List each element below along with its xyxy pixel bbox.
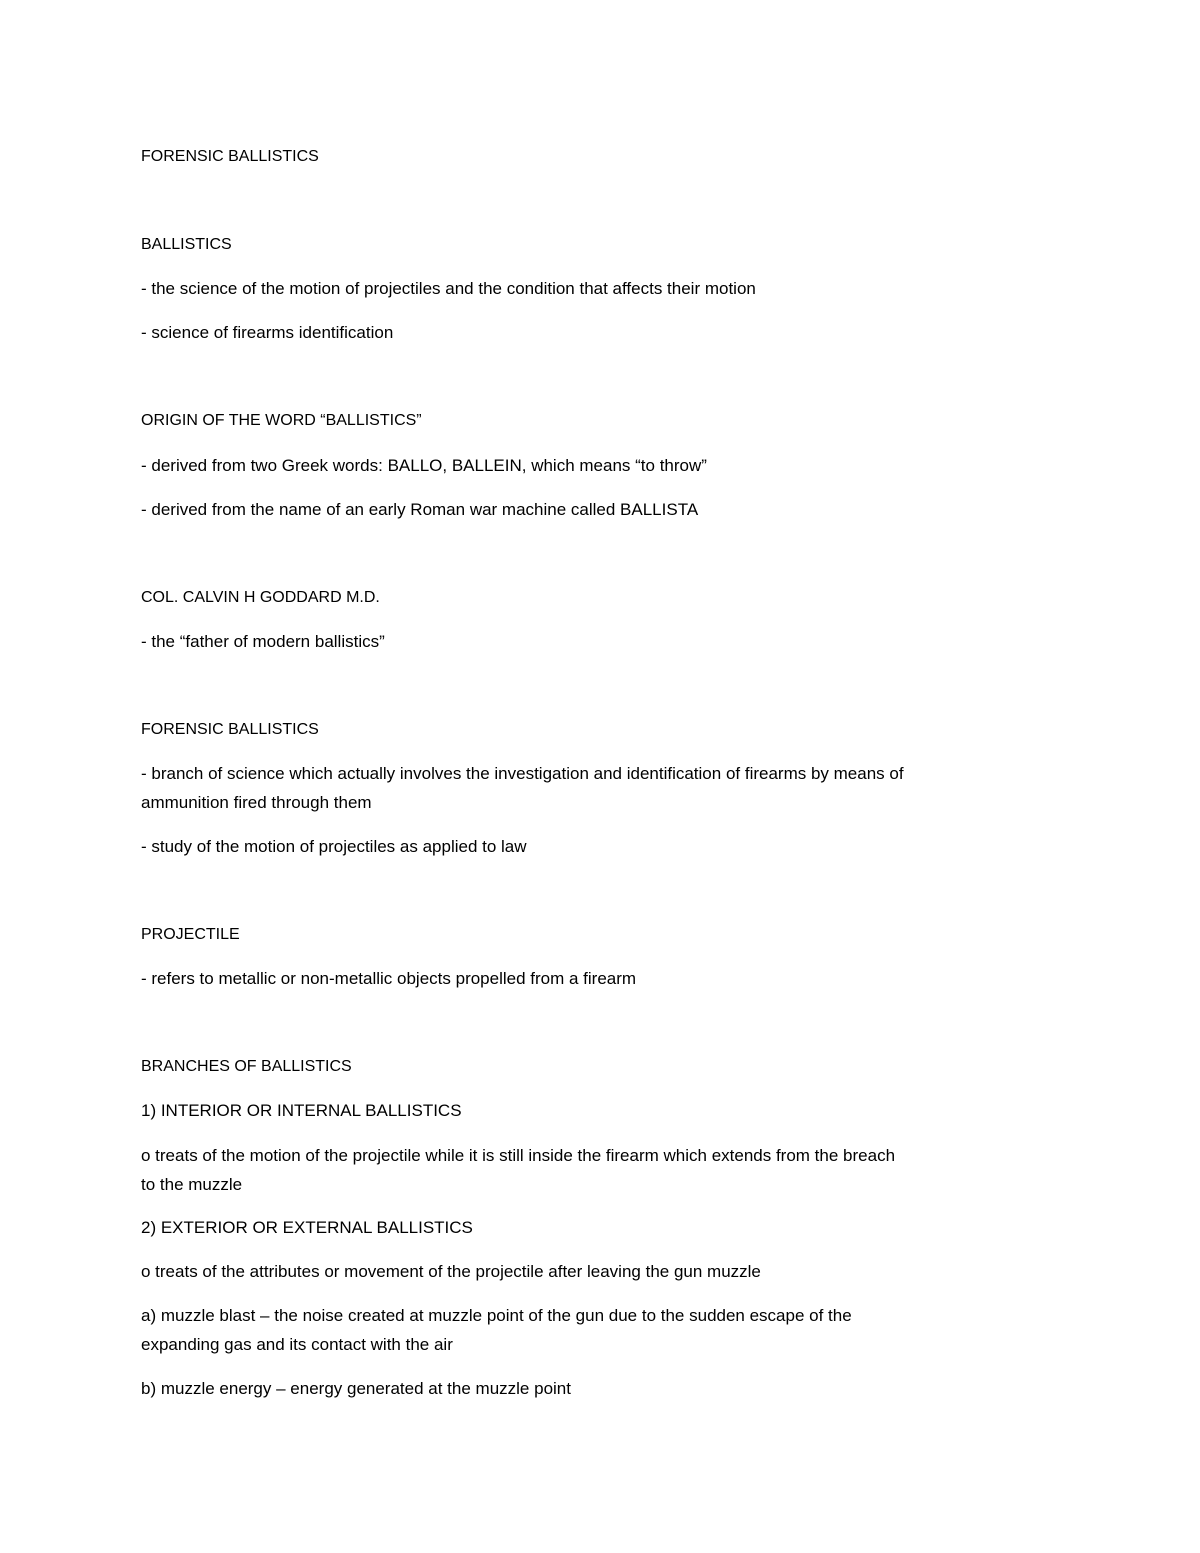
forensic-item-1-line-1: - branch of science which actually involves the investigation and identification of firearms by means of xyxy=(141,764,904,783)
interior-ballistics-desc-line-2: to the muzzle xyxy=(141,1175,243,1194)
origin-heading: ORIGIN OF THE WORD “BALLISTICS” xyxy=(141,412,422,429)
forensic-heading: FORENSIC BALLISTICS xyxy=(141,721,319,738)
interior-ballistics-desc-line-1: o treats of the motion of the projectile while it is still inside the firearm which extends from the breach xyxy=(141,1146,896,1165)
interior-ballistics-title: 1) INTERIOR OR INTERNAL BALLISTICS xyxy=(141,1101,462,1120)
origin-item-2: - derived from the name of an early Roman war machine called BALLISTA xyxy=(141,500,699,519)
origin-item-1: - derived from two Greek words: BALLO, BALLEIN, which means “to throw” xyxy=(141,456,707,475)
muzzle-blast-line-1: a) muzzle blast – the noise created at muzzle point of the gun due to the sudden escape of the xyxy=(141,1306,852,1325)
exterior-ballistics-desc: o treats of the attributes or movement of the projectile after leaving the gun muzzle xyxy=(141,1262,761,1281)
forensic-item-1-line-2: ammunition fired through them xyxy=(141,793,372,812)
ballistics-definition-1: - the science of the motion of projectiles and the condition that affects their motion xyxy=(141,279,756,298)
ballistics-definition-2: - science of firearms identification xyxy=(141,323,394,342)
muzzle-energy: b) muzzle energy – energy generated at the muzzle point xyxy=(141,1379,571,1398)
ballistics-heading: BALLISTICS xyxy=(141,236,232,253)
document-title: FORENSIC BALLISTICS xyxy=(141,148,319,165)
exterior-ballistics-title: 2) EXTERIOR OR EXTERNAL BALLISTICS xyxy=(141,1218,473,1237)
projectile-item-1: - refers to metallic or non-metallic objects propelled from a firearm xyxy=(141,969,637,988)
branches-heading: BRANCHES OF BALLISTICS xyxy=(141,1058,352,1075)
muzzle-blast-line-2: expanding gas and its contact with the air xyxy=(141,1335,453,1354)
forensic-item-2: - study of the motion of projectiles as applied to law xyxy=(141,837,527,856)
projectile-heading: PROJECTILE xyxy=(141,926,240,943)
goddard-heading: COL. CALVIN H GODDARD M.D. xyxy=(141,589,380,606)
goddard-item-1: - the “father of modern ballistics” xyxy=(141,632,385,651)
